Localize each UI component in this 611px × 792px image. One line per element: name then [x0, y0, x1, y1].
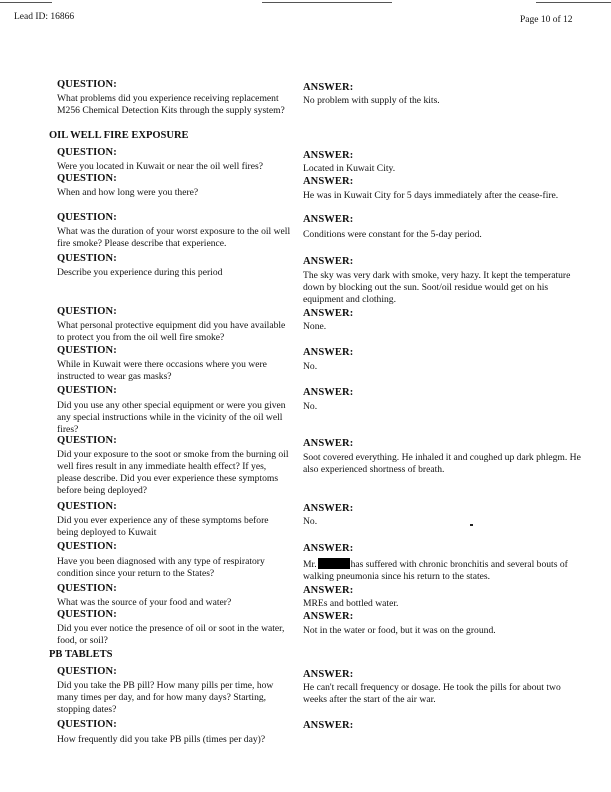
section-heading-pb-tablets: PB TABLETS [49, 649, 113, 660]
answer-label: ANSWER: [303, 308, 354, 319]
answer-text: He was in Kuwait City for 5 days immediately after the cease-fire. [303, 190, 559, 201]
answer-text: MREs and bottled water. [303, 598, 399, 609]
question-label: QUESTION: [57, 719, 117, 730]
answer-label: ANSWER: [303, 176, 354, 187]
answer-label: ANSWER: [303, 585, 354, 596]
section-heading-oil-well: OIL WELL FIRE EXPOSURE [49, 130, 189, 141]
question-label: QUESTION: [57, 666, 117, 677]
answer-text: Conditions were constant for the 5-day period. [303, 229, 482, 240]
answer-text: Soot covered everything. He inhaled it and coughed up dark phlegm. He also experienced shortness of breath. [303, 452, 581, 475]
answer-label: ANSWER: [303, 150, 354, 161]
answer-text: He can't recall frequency or dosage. He took the pills for about two weeks after the start of the air war. [303, 682, 561, 705]
answer-text: No. [303, 361, 318, 372]
answer-prefix: Mr. [303, 559, 317, 570]
answer-label: ANSWER: [303, 503, 354, 514]
answer-label: ANSWER: [303, 347, 354, 358]
question-label: QUESTION: [57, 212, 117, 223]
lead-id: Lead ID: 16866 [14, 12, 75, 22]
answer-text: No. [303, 516, 318, 527]
answer-label: ANSWER: [303, 214, 354, 225]
answer-text: No problem with supply of the kits. [303, 95, 440, 106]
scan-top-rule [536, 2, 611, 3]
answer-label: ANSWER: [303, 256, 354, 267]
question-text: While in Kuwait were there occasions where you were instructed to wear gas masks? [57, 359, 267, 382]
question-label: QUESTION: [57, 345, 117, 356]
question-label: QUESTION: [57, 253, 117, 264]
answer-rest: has suffered with chronic bronchitis and several bouts of walking pneumonia since his return to the states. [303, 559, 568, 582]
question-text: Did you use any other special equipment or were you given any special instructions while in the vicinity of the oil well fires? [57, 400, 286, 435]
question-label: QUESTION: [57, 501, 117, 512]
answer-label: ANSWER: [303, 438, 354, 449]
answer-label: ANSWER: [303, 669, 354, 680]
question-text: Did you ever experience any of these symptoms before being deployed to Kuwait [57, 515, 269, 538]
question-text: Did your exposure to the soot or smoke from the burning oil well fires result in any immediate health effect? If yes, please describe. Did you ever experience these symptoms before being deployed? [57, 449, 289, 496]
question-text: When and how long were you there? [57, 187, 199, 198]
answer-label: ANSWER: [303, 720, 354, 731]
question-text: What was the duration of your worst exposure to the oil well fire smoke? Please describe that experience. [57, 226, 291, 249]
scan-top-rule [262, 2, 392, 3]
question-text: Have you been diagnosed with any type of respiratory condition since your return to the States? [57, 556, 265, 579]
page-number: Page 10 of 12 [520, 15, 573, 25]
question-text: What personal protective equipment did you have available to protect you from the oil well fire smoke? [57, 320, 286, 343]
question-label: QUESTION: [57, 385, 117, 396]
question-label: QUESTION: [57, 435, 117, 446]
question-label: QUESTION: [57, 609, 117, 620]
scan-speck [470, 524, 473, 526]
question-label: QUESTION: [57, 79, 117, 90]
question-label: QUESTION: [57, 583, 117, 594]
answer-text [303, 558, 583, 583]
question-text: What problems did you experience receiving replacement M256 Chemical Detection Kits through the supply system? [57, 93, 285, 116]
scan-top-rule [0, 2, 52, 3]
question-text: Did you take the PB pill? How many pills per time, how many times per day, and for how many days? Starting, stopping dates? [57, 680, 274, 715]
answer-label: ANSWER: [303, 82, 354, 93]
answer-label: ANSWER: [303, 543, 354, 554]
question-label: QUESTION: [57, 541, 117, 552]
question-label: QUESTION: [57, 173, 117, 184]
answer-text: Not in the water or food, but it was on the ground. [303, 625, 496, 636]
redaction-block [318, 558, 350, 569]
answer-label: ANSWER: [303, 611, 354, 622]
answer-text: None. [303, 321, 327, 332]
question-text: What was the source of your food and water? [57, 597, 232, 608]
answer-text: The sky was very dark with smoke, very hazy. It kept the temperature down by blocking out the sun. Soot/oil residue would get on his equipment and clothing. [303, 270, 571, 305]
question-text: How frequently did you take PB pills (times per day)? [57, 734, 266, 745]
question-text: Describe you experience during this period [57, 267, 223, 278]
question-text: Were you located in Kuwait or near the oil well fires? [57, 161, 263, 172]
question-text: Did you ever notice the presence of oil or soot in the water, food, or soil? [57, 623, 285, 646]
answer-text: No. [303, 401, 318, 412]
answer-text: Located in Kuwait City. [303, 163, 396, 174]
answer-label: ANSWER: [303, 387, 354, 398]
question-label: QUESTION: [57, 147, 117, 158]
question-label: QUESTION: [57, 306, 117, 317]
